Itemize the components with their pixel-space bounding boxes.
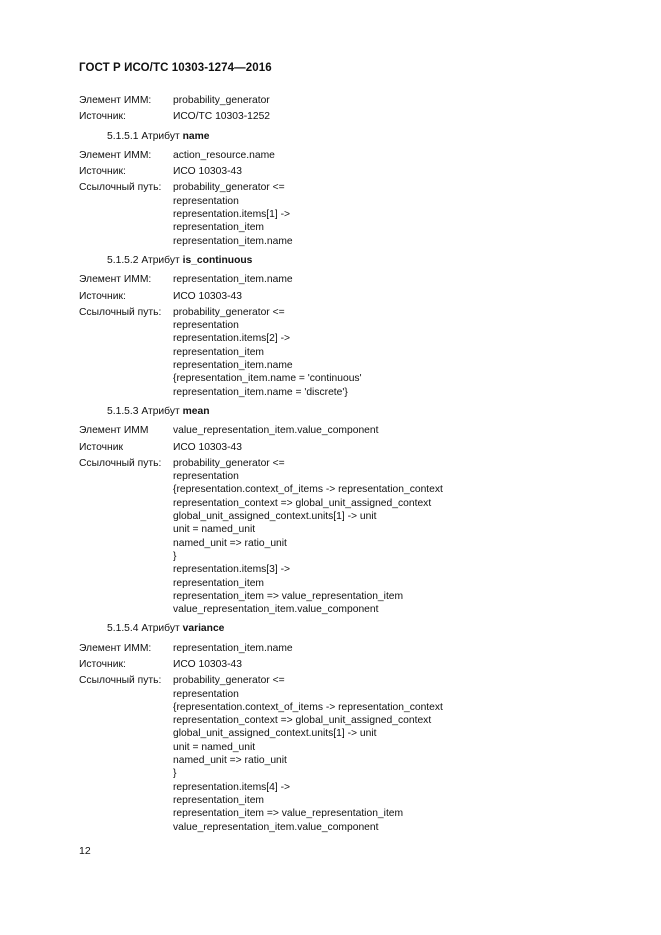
path-line: representation_item => value_representation_item: [173, 590, 404, 602]
intro-row-source: [79, 110, 599, 123]
section-number: 5.1.5.2 Атрибут: [107, 254, 180, 266]
path-line: value_representation_item.value_component: [173, 821, 379, 833]
path-line: unit = named_unit: [173, 741, 256, 753]
path-line: representation: [173, 688, 239, 700]
path-line: representation_context => global_unit_assigned_context: [173, 715, 432, 727]
section-attribute-title: mean: [182, 405, 210, 417]
section-attribute-is-continuous: [79, 254, 599, 399]
path-line: representation.items[3] ->: [173, 564, 291, 576]
section-heading: [79, 130, 599, 143]
path-line: {representation.context_of_items -> representation_context: [173, 701, 443, 713]
row-reference-path: [79, 674, 599, 834]
row-element: [79, 149, 599, 162]
path-line: representation_item: [173, 346, 265, 358]
path-line: unit = named_unit: [173, 524, 256, 536]
document-body: [79, 94, 599, 834]
field-label: Ссылочный путь:: [79, 457, 162, 469]
document-header: ГОСТ Р ИСО/ТС 10303-1274—2016: [79, 62, 272, 74]
section-attribute-name: [79, 130, 599, 248]
field-label: Элемент ИММ:: [79, 95, 152, 106]
path-line: probability_generator <=: [173, 457, 285, 469]
field-label: Источник:: [79, 166, 126, 178]
field-value: representation_item.name: [173, 642, 293, 654]
row-element: [79, 642, 599, 655]
path-line: {representation_item.name = 'continuous': [173, 373, 362, 385]
path-line: global_unit_assigned_context.units[1] -> unit: [173, 728, 377, 740]
field-label: Ссылочный путь:: [79, 306, 162, 318]
section-heading: [79, 405, 599, 418]
field-label: Ссылочный путь:: [79, 675, 162, 687]
field-value: ИСО 10303-43: [173, 290, 242, 302]
section-heading: [79, 254, 599, 267]
field-value: ИСО 10303-43: [173, 166, 242, 178]
section-number: 5.1.5.4 Атрибут: [107, 623, 180, 635]
row-reference-path: [79, 181, 599, 247]
section-attribute-title: variance: [182, 623, 225, 635]
row-source: [79, 290, 599, 303]
path-line: value_representation_item.value_component: [173, 604, 379, 616]
page-number: 12: [79, 845, 91, 857]
path-line: representation: [173, 195, 239, 207]
path-line: representation: [173, 320, 239, 332]
path-line: representation.items[1] ->: [173, 209, 291, 221]
field-label: Элемент ИММ:: [79, 274, 152, 286]
row-source: [79, 658, 599, 671]
row-source: [79, 165, 599, 178]
path-line: named_unit => ratio_unit: [173, 537, 287, 549]
path-line: representation_item.name = 'discrete'}: [173, 386, 348, 398]
row-source: [79, 441, 599, 454]
path-line: representation_item.name: [173, 360, 293, 372]
row-element: [79, 273, 599, 286]
row-reference-path: [79, 306, 599, 399]
section-attribute-variance: [79, 622, 599, 833]
path-line: representation.items[2] ->: [173, 333, 291, 345]
path-line: representation_item => value_representation_item: [173, 808, 404, 820]
path-line: representation_item: [173, 794, 265, 806]
path-line: probability_generator <=: [173, 182, 285, 194]
field-value: value_representation_item.value_component: [173, 425, 379, 437]
path-line: }: [173, 550, 177, 562]
row-element: [79, 424, 599, 437]
path-line: probability_generator <=: [173, 675, 285, 687]
intro-row-element: [79, 94, 599, 107]
field-value: action_resource.name: [173, 149, 275, 161]
path-line: {representation.context_of_items -> representation_context: [173, 484, 443, 496]
path-line: probability_generator <=: [173, 306, 285, 318]
field-label: Элемент ИММ:: [79, 149, 152, 161]
section-attribute-mean: [79, 405, 599, 616]
path-line: representation_item.name: [173, 235, 293, 247]
path-line: representation_item: [173, 577, 265, 589]
section-attribute-title: name: [182, 130, 210, 142]
field-label: Источник:: [79, 111, 126, 123]
field-label: Элемент ИММ: [79, 425, 149, 437]
field-label: Источник: [79, 441, 123, 453]
path-line: representation.items[4] ->: [173, 781, 291, 793]
path-line: named_unit => ratio_unit: [173, 755, 287, 767]
field-value: ИСО 10303-43: [173, 658, 242, 670]
section-number: 5.1.5.1 Атрибут: [107, 130, 180, 142]
section-attribute-title: is_continuous: [182, 254, 253, 266]
path-line: representation_context => global_unit_assigned_context: [173, 497, 432, 509]
path-line: }: [173, 768, 177, 780]
field-label: Ссылочный путь:: [79, 182, 162, 194]
field-label: Источник:: [79, 290, 126, 302]
field-value: representation_item.name: [173, 274, 293, 286]
row-reference-path: [79, 457, 599, 617]
field-label: Элемент ИММ:: [79, 642, 152, 654]
path-line: representation_item: [173, 222, 265, 234]
intro-block: [79, 94, 599, 124]
field-label: Источник:: [79, 658, 126, 670]
path-line: representation: [173, 471, 239, 483]
section-heading: [79, 622, 599, 635]
field-value: ИСО/ТС 10303-1252: [173, 111, 271, 123]
path-line: global_unit_assigned_context.units[1] -> unit: [173, 511, 377, 523]
section-number: 5.1.5.3 Атрибут: [107, 405, 180, 417]
field-value: ИСО 10303-43: [173, 441, 242, 453]
field-value: probability_generator: [173, 95, 270, 106]
